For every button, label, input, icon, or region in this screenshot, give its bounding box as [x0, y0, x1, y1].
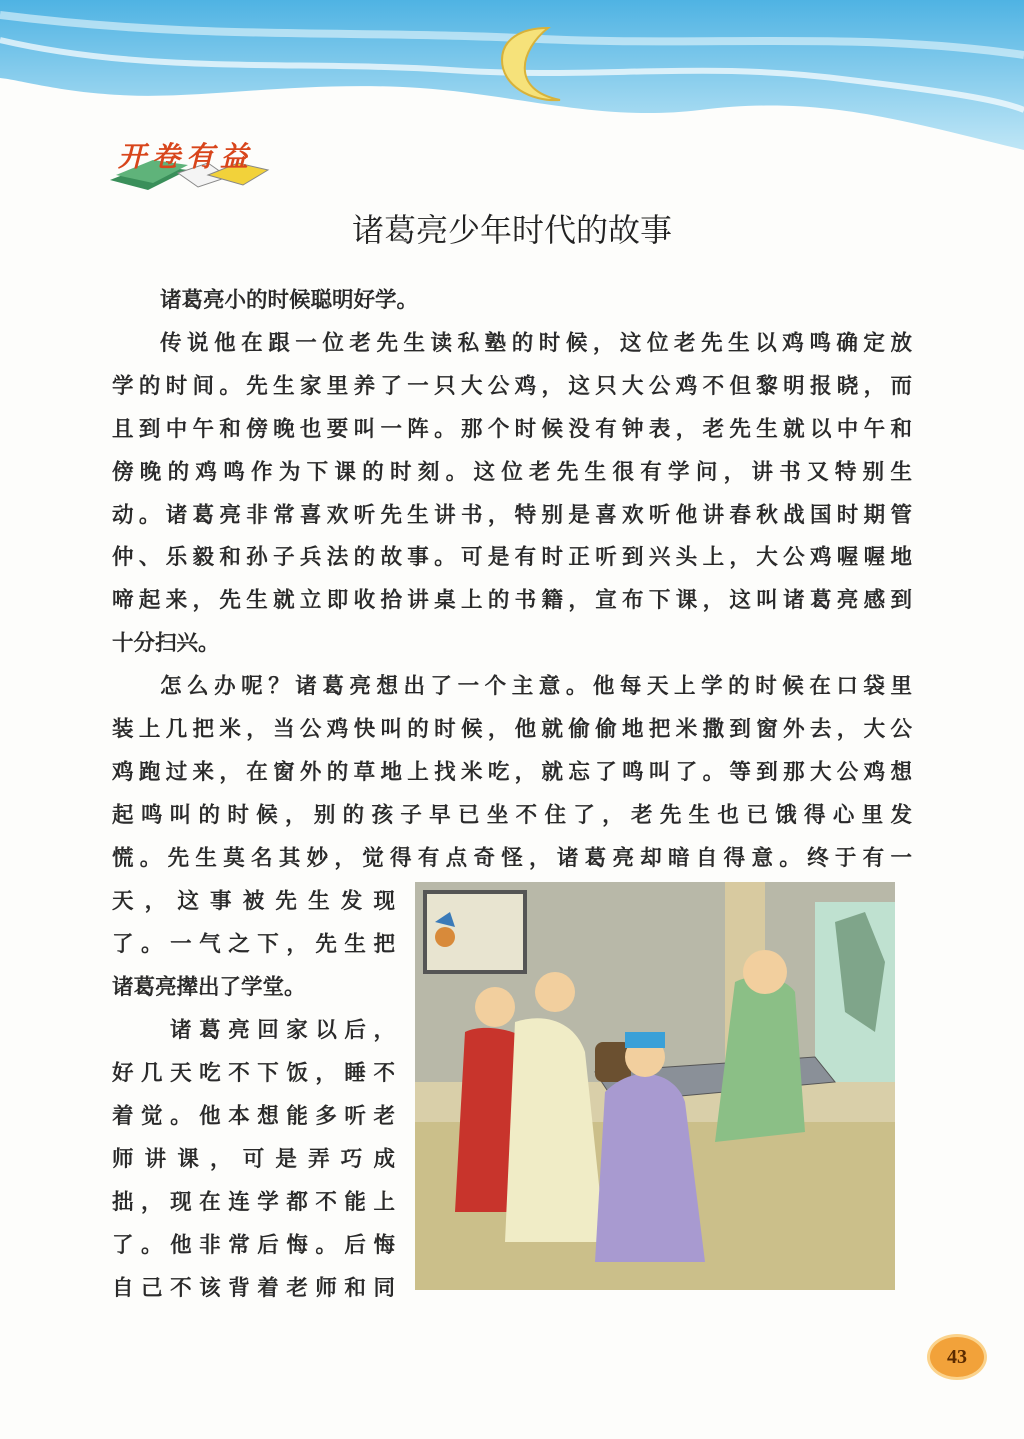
side-text-line: 了。他非常后悔。后悔 — [112, 1233, 395, 1258]
text-line: 啼起来，先生就立即收拾讲桌上的书籍，宣布下课，这叫诸葛亮感到 — [112, 588, 912, 614]
side-text-line: 着觉。他本想能多听老 — [112, 1104, 395, 1129]
text-line: 学的时间。先生家里养了一只大公鸡，这只大公鸡不但黎明报晓，而 — [112, 373, 912, 399]
text-line: 鸡跑过来，在窗外的草地上找米吃，就忘了鸣叫了。等到那大公鸡想 — [112, 759, 912, 785]
text-line: 怎么办呢？诸葛亮想出了一个主意。他每天上学的时候在口袋里 — [160, 674, 912, 700]
text-line: 动。诸葛亮非常喜欢听先生讲书，特别是喜欢听他讲春秋战国时期管 — [112, 502, 912, 528]
text-line: 诸葛亮小的时候聪明好学。 — [160, 288, 419, 313]
text-line: 传说他在跟一位老先生读私塾的时候，这位老先生以鸡鸣确定放 — [160, 330, 912, 356]
side-text-line: 诸葛亮撵出了学堂。 — [112, 975, 306, 1000]
text-line: 十分扫兴。 — [112, 631, 220, 657]
section-label: 开卷有益 — [118, 140, 255, 173]
text-line: 傍晚的鸡鸣作为下课的时刻。这位老先生很有学问，讲书又特别生 — [112, 459, 912, 485]
side-text-line: 好几天吃不下饭，睡不 — [112, 1061, 395, 1086]
text-line: 且到中午和傍晚也要叫一阵。那个时候没有钟表，老先生就以中午和 — [112, 416, 912, 442]
section-badge — [108, 135, 288, 195]
side-text-line: 自己不该背着老师和同 — [112, 1276, 395, 1301]
illustration-classroom — [415, 882, 895, 1290]
side-text-line: 诸葛亮回家以后， — [170, 1018, 395, 1043]
side-text-line: 师讲课，可是弄巧成 — [112, 1147, 395, 1172]
side-text-line: 了。一气之下，先生把 — [112, 932, 395, 957]
page-title: 诸葛亮少年时代的故事 — [351, 211, 672, 249]
text-line: 起鸣叫的时候，别的孩子早已坐不住了，老先生也已饿得心里发 — [112, 802, 912, 828]
text-line: 慌。先生莫名其妙，觉得有点奇怪，诸葛亮却暗自得意。终于有一 — [112, 845, 912, 871]
side-text-line: 天，这事被先生发现 — [112, 889, 395, 914]
text-line: 装上几把米，当公鸡快叫的时候，他就偷偷地把米撒到窗外去，大公 — [112, 717, 912, 742]
side-text-line: 拙，现在连学都不能上 — [112, 1190, 395, 1215]
page-number: 43 — [930, 1337, 984, 1377]
text-line: 仲、乐毅和孙子兵法的故事。可是有时正听到兴头上，大公鸡喔喔地 — [112, 545, 912, 571]
